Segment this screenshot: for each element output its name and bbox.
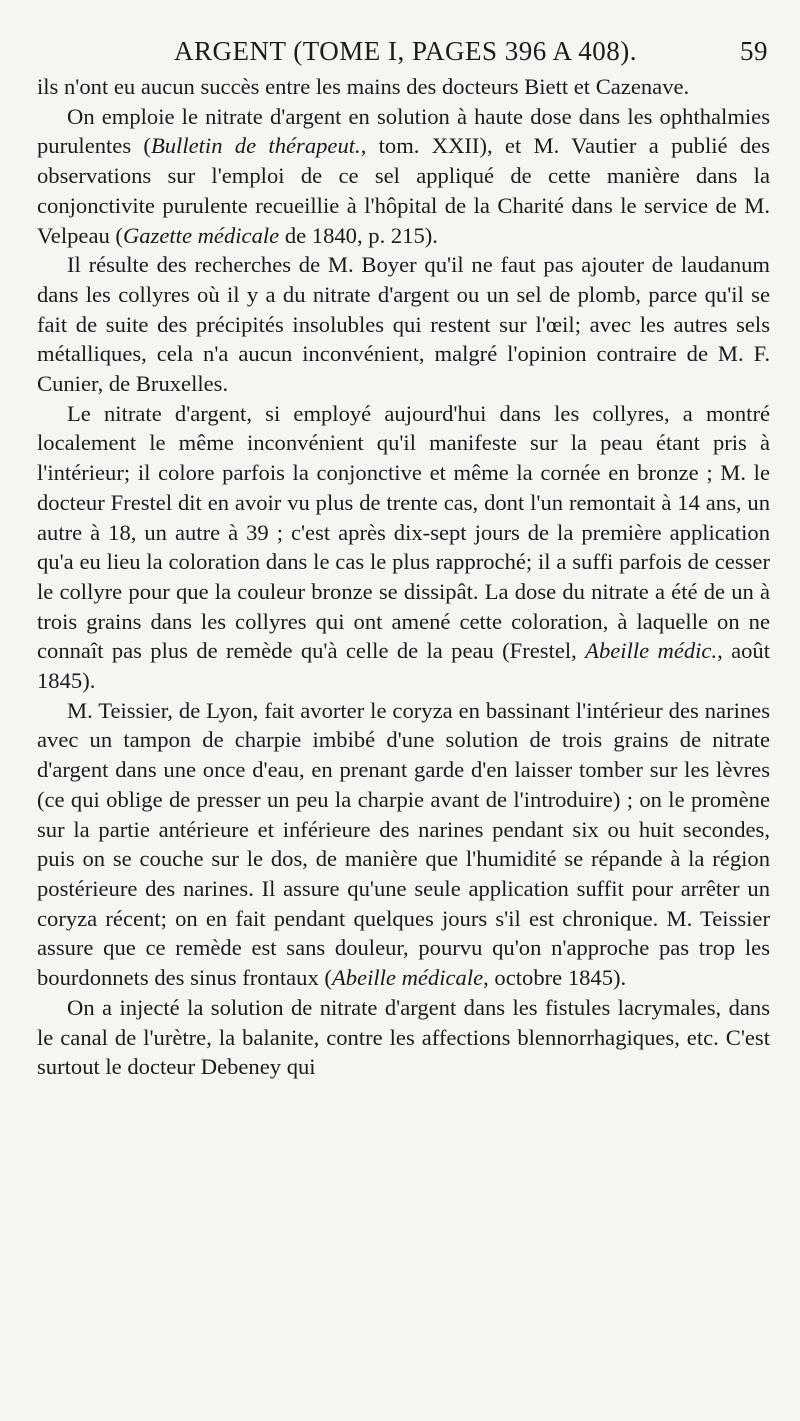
paragraph	[37, 102, 770, 251]
text-segment: , octobre 1845).	[483, 965, 627, 991]
paragraph	[37, 696, 770, 993]
italic-citation: Bulletin de thérapeut.	[150, 133, 361, 159]
text-segment: Le nitrate d'argent, si employé aujourd'hui dans les collyres, a montré localement le même inconvénient qu'il manifeste sur la peau étant pris à l'intérieur; il colore parfois la conjonctive et même la cornée en bronze ; M. le docteur Frestel dit en avoir vu plus de trente cas, dont l'un remontait à 14 ans, un autre à 18, un autre à 39 ; c'est après dix-sept jours de la première application qu'a eu lieu la coloration dans le cas le plus rapproché; il a suffi parfois de cesser le collyre pour que la couleur bronze se dissipât. La dose du nitrate a été de un à trois grains dans les collyres qui ont amené cette coloration, à laquelle on ne connaît pas plus de remède qu'à celle de la peau (Frestel,	[37, 400, 770, 664]
body-text	[37, 72, 770, 1082]
running-title: ARGENT (TOME I, PAGES 396 A 408).	[174, 36, 638, 66]
italic-citation: Abeille médicale	[331, 965, 484, 991]
text-segment: On emploie le nitrate d'argent en solution à haute dose dans les ophthalmies purulentes (	[37, 103, 770, 159]
text-segment: de 1840, p. 215).	[279, 222, 438, 248]
paragraph	[37, 399, 770, 696]
text-segment: , tom. XXII), et M. Vautier a publié des observations sur l'emploi de ce sel appliqué de cette manière dans la conjonctivite purulente recueillie à l'hôpital de la Charité dans le service de M. Velpeau (	[37, 133, 770, 248]
paragraph	[37, 993, 770, 1082]
text-segment: On a injecté la solution de nitrate d'argent dans les fistules lacrymales, dans le canal de l'urètre, la balanite, contre les affections blennorrhagiques, etc. C'est surtout le docteur Debeney qui	[37, 994, 770, 1080]
running-header	[37, 36, 770, 70]
text-segment: ils n'ont eu aucun succès entre les mains des docteurs Biett et Cazenave.	[37, 74, 690, 99]
text-segment: Il résulte des recherches de M. Boyer qu'il ne faut pas ajouter de laudanum dans les collyres où il y a du nitrate d'argent ou un sel de plomb, parce qu'il se fait de suite des précipités insolubles qui restent sur l'œil; avec les autres sels métalliques, cela n'a aucun inconvénient, malgré l'opinion contraire de M. F. Cunier, de Bruxelles.	[37, 252, 770, 397]
paragraph	[37, 72, 770, 102]
text-segment: M. Teissier, de Lyon, fait avorter le coryza en bassinant l'intérieur des narines avec un tampon de charpie imbibé d'une solution de trois grains de nitrate d'argent dans une once d'eau, en prenant garde d'en laisser tomber sur les lèvres (ce qui oblige de presser un peu la charpie avant de l'introduire) ; on le promène sur la partie antérieure et inférieure des narines pendant six ou huit secondes, puis on se couche sur le dos, de manière que l'humidité se répande à la région postérieure des narines. Il assure qu'une seule application suffit pour arrêter un coryza récent; on en fait pendant quelques jours s'il est chronique. M. Teissier assure que ce remède est sans douleur, pourvu qu'on n'approche pas trop les bourdonnets des sinus frontaux (	[37, 697, 770, 991]
paragraph	[37, 250, 770, 399]
text-segment: , août 1845).	[37, 638, 771, 694]
italic-citation: Abeille médic.	[585, 638, 718, 664]
italic-citation: Gazette médicale	[122, 222, 280, 248]
page-number: 59	[740, 36, 768, 66]
